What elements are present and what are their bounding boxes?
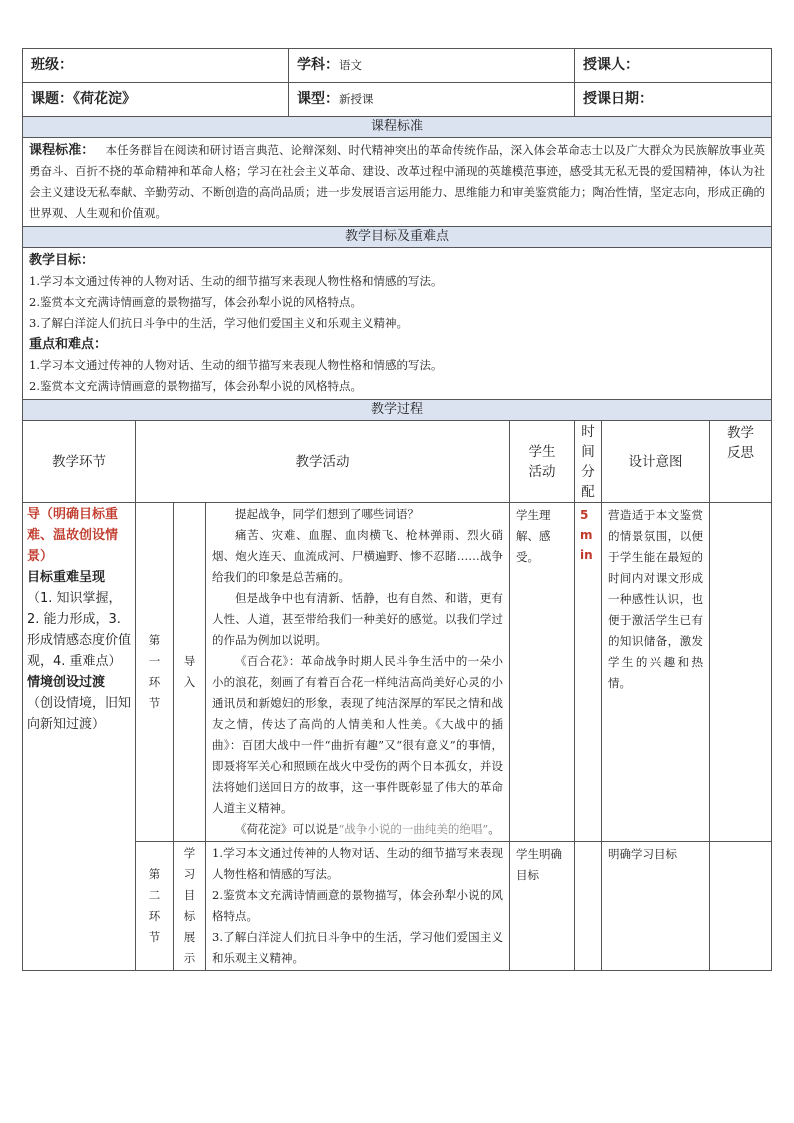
activity-cell bbox=[206, 503, 510, 842]
part-cell: 第二环节 bbox=[136, 842, 174, 971]
standards-section-header: 课程标准 bbox=[23, 117, 772, 138]
lesson-plan-page bbox=[22, 48, 771, 971]
col-reflection: 教学反思 bbox=[710, 421, 772, 503]
activity-paragraph: 提起战争，同学们想到了哪些词语？ bbox=[235, 507, 419, 521]
key-points-label: 重点和难点： bbox=[29, 337, 108, 352]
type-cell: 课型：新授课 bbox=[289, 83, 575, 117]
reflection-cell bbox=[710, 503, 772, 842]
stage-situation-desc: （创设情境，旧知向新知过渡） bbox=[27, 696, 132, 732]
stage-situation-title: 情境创设过渡 bbox=[27, 675, 106, 690]
lesson-plan-table bbox=[22, 48, 772, 971]
student-cell: 学生明确目标 bbox=[510, 842, 575, 971]
process-column-headers bbox=[23, 421, 772, 503]
subject-cell: 学科：语文 bbox=[289, 49, 575, 83]
activity-cell bbox=[206, 842, 510, 971]
part-name-cell: 导入 bbox=[174, 503, 206, 842]
goal-item: 3.了解白洋淀人们抗日斗争中的生活，学习他们爱国主义和乐观主义精神。 bbox=[29, 316, 408, 330]
time-cell bbox=[575, 842, 602, 971]
student-cell: 学生理解、感受。 bbox=[510, 503, 575, 842]
goal-item: 2.鉴赏本文充满诗情画意的景物描写，体会孙犁小说的风格特点。 bbox=[29, 295, 362, 309]
goals-section-header: 教学目标及重难点 bbox=[23, 227, 772, 248]
topic-value: 《荷花淀》 bbox=[73, 91, 136, 107]
process-row bbox=[23, 503, 772, 842]
goals-label: 教学目标： bbox=[29, 253, 95, 268]
activity-paragraph: 《百合花》：革命战争时期人民斗争生活中的一朵小小的浪花，刻画了有着百合花一样纯洁高尚美好心灵的小通讯员和新媳妇的形象，表现了纯洁深厚的军民之情和战友之情，传达了高尚的人情美和人性美。《大战中的插曲》：百团大战中一件“曲折有趣”又“很有意义”的事情，即聂将军关心和照顾在战火中受伤的两个日本孤女，并设法将她们送回日方的故事，这一事件既彰显了伟大的革命人道主义精神。 bbox=[212, 654, 503, 815]
col-time: 时间分配 bbox=[575, 421, 602, 503]
standards-label: 课程标准： bbox=[29, 143, 95, 158]
type-value: 新授课 bbox=[339, 92, 374, 106]
header-row-2 bbox=[23, 83, 772, 117]
col-stage: 教学环节 bbox=[23, 421, 136, 503]
intent-cell: 营造适于本文鉴赏的情景氛围，以便于学生能在最短的时间内对课文形成一种感性认识，也便于激活学生已有的知识储备，激发学生的兴趣和热情。 bbox=[602, 503, 710, 842]
part-cell: 第一环节 bbox=[136, 503, 174, 842]
goals-row bbox=[23, 248, 772, 400]
teacher-cell: 授课人： bbox=[575, 49, 772, 83]
stage-cell bbox=[23, 503, 136, 971]
standards-row bbox=[23, 138, 772, 227]
date-cell: 授课日期： bbox=[575, 83, 772, 117]
activity-paragraph: 1.学习本文通过传神的人物对话、生动的细节描写来表现人物性格和情感的写法。 bbox=[212, 846, 503, 881]
stage-goal-title: 目标重难呈现 bbox=[27, 570, 106, 585]
key-point-item: 1.学习本文通过传神的人物对话、生动的细节描写来表现人物性格和情感的写法。 bbox=[29, 358, 443, 372]
class-cell: 班级： bbox=[23, 49, 289, 83]
col-student: 学生活动 bbox=[510, 421, 575, 503]
process-section-header: 教学过程 bbox=[23, 400, 772, 421]
activity-paragraph: 但是战争中也有清新、恬静，也有自然、和谐，更有人性、人道，甚至带给我们一种美好的感觉。以我们学过的作品为例加以说明。 bbox=[212, 591, 503, 647]
intent-cell: 明确学习目标 bbox=[602, 842, 710, 971]
part-name-cell: 学习目标展示 bbox=[174, 842, 206, 971]
standards-body bbox=[23, 138, 772, 227]
topic-cell: 课题：《荷花淀》 bbox=[23, 83, 289, 117]
goals-body bbox=[23, 248, 772, 400]
process-row bbox=[23, 842, 772, 971]
stage-red-title: 导（明确目标重难、温故创设情景） bbox=[27, 507, 119, 564]
col-activity: 教学活动 bbox=[136, 421, 510, 503]
activity-paragraph: 2.鉴赏本文充满诗情画意的景物描写，体会孙犁小说的风格特点。 bbox=[212, 888, 503, 923]
header-row-1 bbox=[23, 49, 772, 83]
goal-item: 1.学习本文通过传神的人物对话、生动的细节描写来表现人物性格和情感的写法。 bbox=[29, 274, 443, 288]
col-intent: 设计意图 bbox=[602, 421, 710, 503]
activity-paragraph: 痛苦、灾难、血腥、血肉横飞、枪林弹雨、烈火硝烟、炮火连天、血流成河、尸横遍野、惨不忍睹……战争给我们的印象是总苦痛的。 bbox=[212, 528, 503, 584]
subject-value: 语文 bbox=[339, 58, 362, 72]
reflection-cell bbox=[710, 842, 772, 971]
activity-paragraph: 《荷花淀》可以说是“战争小说的一曲纯美的绝唱”。 bbox=[235, 822, 500, 836]
standards-text: 本任务群旨在阅读和研讨语言典范、论辩深刻、时代精神突出的革命传统作品，深入体会革命志士以及广大群众为民族解放事业英勇奋斗、百折不挠的革命精神和革命人格；学习在社会主义革命、建设、改革过程中涌现的英雄模范事迹，感受其无私无畏的爱国精神，体认为社会主义建设无私奉献、辛勤劳动、不断创造的高尚品质；进一步发展语言运用能力、思维能力和审美鉴赏能力；陶冶性情，坚定志向，形成正确的世界观、人生观和价值观。 bbox=[29, 143, 766, 220]
stage-goal-desc: （1. 知识掌握，2. 能力形成，3. 形成情感态度价值观，4. 重难点） bbox=[27, 591, 132, 669]
key-point-item: 2.鉴赏本文充满诗情画意的景物描写，体会孙犁小说的风格特点。 bbox=[29, 379, 362, 393]
time-cell: 5min bbox=[575, 503, 602, 842]
activity-paragraph: 3.了解白洋淀人们抗日斗争中的生活，学习他们爱国主义和乐观主义精神。 bbox=[212, 930, 503, 965]
